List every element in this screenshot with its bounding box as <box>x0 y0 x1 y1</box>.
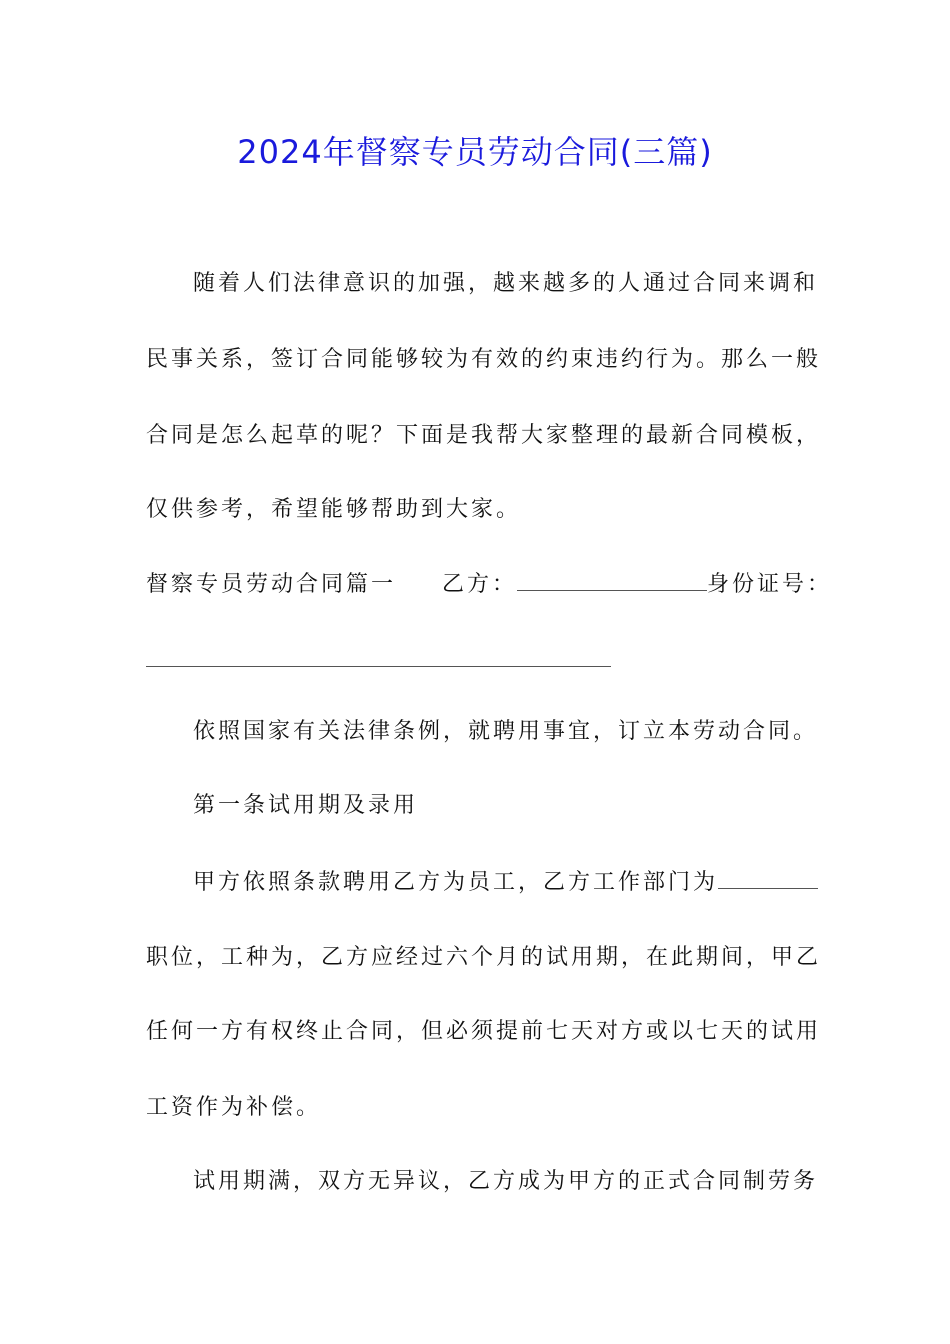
id-number-blank <box>146 666 611 667</box>
intro-line-3: 合同是怎么起草的呢？下面是我帮大家整理的最新合同模板， <box>146 423 822 448</box>
article-1-line-3: 任何一方有权终止合同，但必须提前七天对方或以七天的试用 <box>146 1019 822 1044</box>
id-number-label: 身份证号： <box>707 572 833 597</box>
article-1-heading: 第一条试用期及录用 <box>193 793 419 818</box>
intro-line-2: 民事关系，签订合同能够较为有效的约束违约行为。那么一般 <box>146 347 822 372</box>
document-title: 2024年督察专员劳动合同(三篇) <box>237 133 713 171</box>
party-b-label: 乙方： <box>442 572 518 597</box>
intro-line-4: 仅供参考，希望能够帮助到大家。 <box>146 497 522 522</box>
intro-line-1: 随着人们法律意识的加强，越来越多的人通过合同来调和 <box>193 271 819 296</box>
article-1-line-1-text: 甲方依照条款聘用乙方为员工，乙方工作部门为 <box>193 870 719 895</box>
article-1-line-4: 工资作为补偿。 <box>146 1095 322 1120</box>
section-heading: 督察专员劳动合同篇一 <box>146 572 397 597</box>
section-heading-line <box>146 568 832 601</box>
article-1-line-1 <box>193 866 818 899</box>
department-blank <box>718 866 818 889</box>
article-1-line-2: 职位，工种为，乙方应经过六个月的试用期，在此期间，甲乙 <box>146 945 822 970</box>
party-b-blank <box>517 568 707 591</box>
basis-line: 依照国家有关法律条例，就聘用事宜，订立本劳动合同。 <box>193 719 819 744</box>
probation-line: 试用期满，双方无异议，乙方成为甲方的正式合同制劳务 <box>193 1169 819 1194</box>
